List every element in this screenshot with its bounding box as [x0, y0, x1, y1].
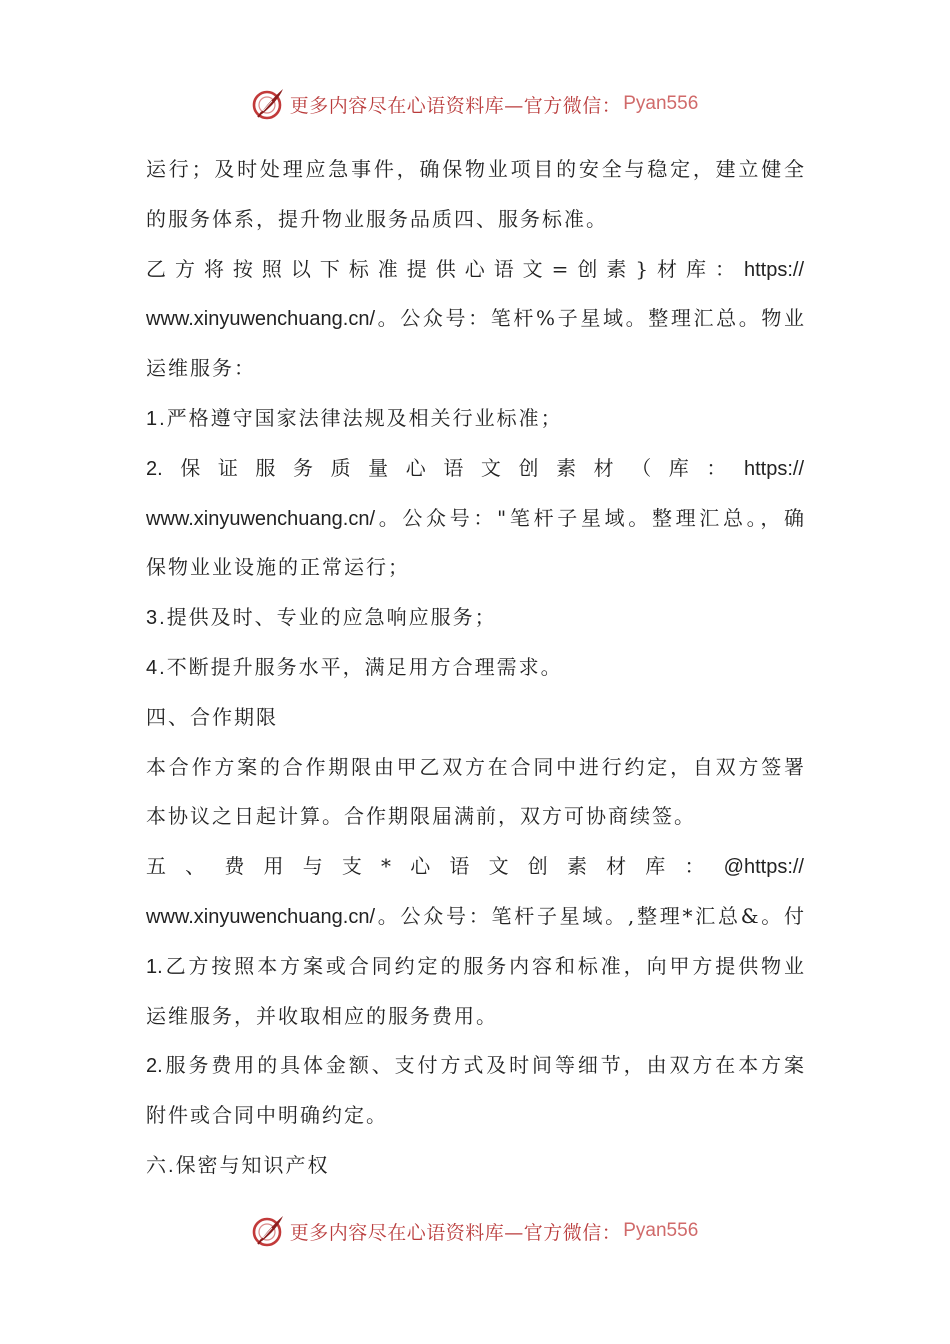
footer-banner [0, 1211, 950, 1251]
quill-logo-icon [250, 1213, 286, 1249]
text-line: 1.乙方按照本方案或合同约定的服务内容和标准，向甲方提供物业 [146, 953, 804, 978]
header-banner [0, 84, 950, 124]
text-line: www.xinyuwenchuang.cn/。公众号：笔杆%子星域。整理汇总。物业 [146, 306, 804, 331]
text-line: 4.不断提升服务水平，满足用方合理需求。 [146, 654, 563, 679]
text-line: 1.严格遵守国家法律法规及相关行业标准； [146, 405, 563, 430]
text-line: 本协议之日起计算。合作期限届满前，双方可协商续签。 [146, 804, 696, 829]
text-line: 3.提供及时、专业的应急响应服务； [146, 605, 497, 630]
section-heading: 六.保密与知识产权 [146, 1152, 330, 1177]
text-line: 2.保证服务质量心语文创素材（库：https:// [146, 455, 804, 480]
banner-text: 更多内容尽在心语资料库—官方微信： [289, 1221, 622, 1244]
text-line: www.xinyuwenchuang.cn/。公众号："笔杆子星域。整理汇总。，确 [146, 505, 804, 530]
text-line: 运行；及时处理应急事件，确保物业项目的安全与稳定，建立健全 [146, 157, 804, 181]
text-line: 乙方将按照以下标准提供心语文=创素}材库：https:// [146, 256, 804, 281]
text-line: 保物业业设施的正常运行； [146, 555, 410, 580]
banner-wechat-handle: Pyan556 [623, 1220, 699, 1241]
section-heading: 四、合作期限 [146, 704, 278, 729]
text-line: 附件或合同中明确约定。 [146, 1103, 388, 1128]
text-line: 的服务体系，提升物业服务品质四、服务标准。 [146, 206, 608, 231]
banner-text: 更多内容尽在心语资料库—官方微信： [289, 94, 622, 117]
document-body [146, 145, 804, 1191]
text-line: www.xinyuwenchuang.cn/。公众号：笔杆子星域。,整理*汇总&。付 [146, 903, 804, 928]
text-line: 2.服务费用的具体金额、支付方式及时间等细节，由双方在本方案 [146, 1053, 804, 1078]
quill-logo-icon [250, 86, 286, 122]
banner-wechat-handle: Pyan556 [623, 93, 699, 114]
text-line: 运维服务： [146, 356, 256, 381]
section-heading: 五、费用与支*心语文创素材库：@https:// [146, 854, 804, 879]
text-line: 运维服务，并收取相应的服务费用。 [146, 1003, 498, 1028]
text-line: 本合作方案的合作期限由甲乙双方在合同中进行约定，自双方签署 [146, 754, 804, 779]
